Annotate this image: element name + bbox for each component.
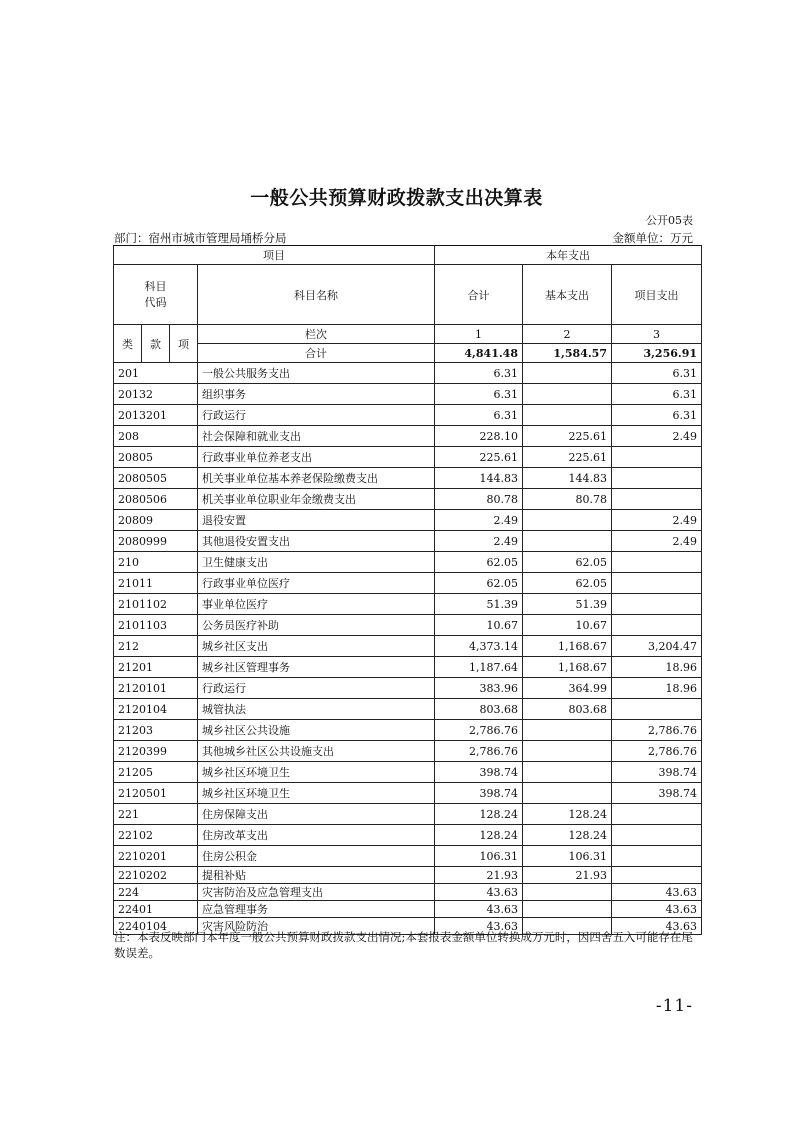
basic-value: 803.68 [523,699,612,720]
unit-label: 金额单位：万元 [612,231,693,245]
subject-name: 行政事业单位医疗 [198,573,435,594]
col3-number: 3 [612,325,702,344]
table-row [114,468,702,489]
subject-name: 事业单位医疗 [198,594,435,615]
subject-name: 一般公共服务支出 [198,363,435,384]
total-value: 2.49 [435,531,523,552]
total-value: 43.63 [435,901,523,918]
subject-name: 应急管理事务 [198,901,435,918]
project-value: 43.63 [612,901,702,918]
table-row [114,447,702,468]
project-value [612,573,702,594]
basic-value [523,531,612,552]
project-value: 6.31 [612,384,702,405]
subject-code: 2210202 [114,867,198,884]
total-value: 144.83 [435,468,523,489]
header-row-1 [114,246,702,265]
page-number: -11- [655,996,693,1016]
subject-code: 210 [114,552,198,573]
total-value: 62.05 [435,573,523,594]
total-value: 398.74 [435,783,523,804]
subject-code-line1: 科目 [144,279,167,293]
subject-name: 灾害风险防治 [198,918,435,935]
basic-value [523,384,612,405]
basic-value [523,741,612,762]
department-label: 部门：宿州市城市管理局埇桥分局 [114,231,287,245]
subject-name: 机关事业单位职业年金缴费支出 [198,489,435,510]
grand-total-value: 4,841.48 [435,344,523,363]
basic-value [523,405,612,426]
subject-code: 2120101 [114,678,198,699]
header-row-2 [114,265,702,325]
total-value: 43.63 [435,918,523,935]
grand-basic-value: 1,584.57 [523,344,612,363]
form-code: 公开05表 [646,214,693,227]
total-value: 2,786.76 [435,720,523,741]
project-value: 398.74 [612,783,702,804]
subject-code: 2013201 [114,405,198,426]
page-title: 一般公共预算财政拨款支出决算表 [250,187,543,209]
subject-code-header [114,265,198,325]
table-row [114,489,702,510]
project-value: 3,204.47 [612,636,702,657]
table-row [114,363,702,384]
subject-code: 22401 [114,901,198,918]
subject-code: 212 [114,636,198,657]
basic-value: 128.24 [523,804,612,825]
subject-name: 住房公积金 [198,846,435,867]
basic-value: 128.24 [523,825,612,846]
table-row [114,510,702,531]
subject-code-line2: 代码 [144,295,167,309]
current-year-header: 本年支出 [435,246,702,265]
table-row [114,405,702,426]
subject-name: 城管执法 [198,699,435,720]
project-value: 2.49 [612,426,702,447]
total-value: 21.93 [435,867,523,884]
subject-code: 21011 [114,573,198,594]
total-value: 2,786.76 [435,741,523,762]
total-value: 43.63 [435,884,523,901]
total-value: 4,373.14 [435,636,523,657]
basic-value: 1,168.67 [523,657,612,678]
subject-name: 行政运行 [198,405,435,426]
subject-name: 社会保障和就业支出 [198,426,435,447]
basic-value: 62.05 [523,573,612,594]
table-row [114,636,702,657]
basic-value: 144.83 [523,468,612,489]
subject-name: 公务员医疗补助 [198,615,435,636]
column-number-label: 栏次 [198,325,435,344]
table-row [114,594,702,615]
subject-code: 2120104 [114,699,198,720]
grand-total-label: 合计 [198,344,435,363]
basic-value: 51.39 [523,594,612,615]
subject-code: 224 [114,884,198,901]
basic-value: 106.31 [523,846,612,867]
total-value: 10.67 [435,615,523,636]
project-value: 18.96 [612,657,702,678]
subject-code: 2080506 [114,489,198,510]
subject-code: 2080505 [114,468,198,489]
subject-name: 其他退役安置支出 [198,531,435,552]
project-value [612,615,702,636]
total-value: 6.31 [435,405,523,426]
col2-number: 2 [523,325,612,344]
subject-name: 机关事业单位基本养老保险缴费支出 [198,468,435,489]
total-value: 106.31 [435,846,523,867]
table-row [114,783,702,804]
subject-name: 灾害防治及应急管理支出 [198,884,435,901]
basic-value: 364.99 [523,678,612,699]
basic-value [523,510,612,531]
total-value: 228.10 [435,426,523,447]
grand-total-row [114,344,702,363]
subject-code: 201 [114,363,198,384]
total-value: 803.68 [435,699,523,720]
project-value: 2.49 [612,531,702,552]
table-row [114,720,702,741]
project-value: 18.96 [612,678,702,699]
project-value [612,468,702,489]
subject-name: 城乡社区支出 [198,636,435,657]
project-value [612,846,702,867]
total-value: 62.05 [435,552,523,573]
footnote: 注：本表反映部门本年度一般公共预算财政拨款支出情况;本套报表金额单位转换成万元时，因四舍五入可能存在尾数误差。 [114,930,693,960]
project-value: 2.49 [612,510,702,531]
subject-name: 城乡社区环境卫生 [198,762,435,783]
project-value [612,825,702,846]
total-value: 80.78 [435,489,523,510]
project-exp-header: 项目支出 [612,265,702,325]
project-value [612,552,702,573]
lei-header: 类 [114,325,142,363]
table-row [114,531,702,552]
subject-code: 2120501 [114,783,198,804]
table-row [114,699,702,720]
xiang-header: 项 [170,325,198,363]
project-value: 2,786.76 [612,741,702,762]
total-value: 398.74 [435,762,523,783]
total-value: 51.39 [435,594,523,615]
basic-value: 225.61 [523,447,612,468]
subject-code: 2120399 [114,741,198,762]
subject-code: 221 [114,804,198,825]
subject-name: 组织事务 [198,384,435,405]
total-value: 128.24 [435,825,523,846]
subject-name: 行政事业单位养老支出 [198,447,435,468]
basic-value [523,363,612,384]
subject-name: 城乡社区管理事务 [198,657,435,678]
subject-code: 20805 [114,447,198,468]
col1-number: 1 [435,325,523,344]
basic-value [523,884,612,901]
budget-table [113,245,702,935]
subject-name: 行政运行 [198,678,435,699]
subject-code: 208 [114,426,198,447]
table-row [114,426,702,447]
total-value: 6.31 [435,363,523,384]
table-row [114,825,702,846]
project-header: 项目 [114,246,435,265]
table-row [114,678,702,699]
basic-value: 1,168.67 [523,636,612,657]
basic-value [523,720,612,741]
subject-name: 其他城乡社区公共设施支出 [198,741,435,762]
table-row [114,884,702,901]
project-value: 43.63 [612,884,702,901]
table-row [114,657,702,678]
total-value: 383.96 [435,678,523,699]
project-value: 6.31 [612,363,702,384]
basic-value: 10.67 [523,615,612,636]
subject-name: 卫生健康支出 [198,552,435,573]
table-row [114,846,702,867]
project-value [612,447,702,468]
subject-name: 提租补贴 [198,867,435,884]
basic-value: 225.61 [523,426,612,447]
total-value: 128.24 [435,804,523,825]
subject-name: 城乡社区环境卫生 [198,783,435,804]
project-value: 43.63 [612,918,702,935]
subject-code: 21203 [114,720,198,741]
basic-value: 62.05 [523,552,612,573]
grand-project-value: 3,256.91 [612,344,702,363]
table-row [114,573,702,594]
total-value: 225.61 [435,447,523,468]
project-value: 398.74 [612,762,702,783]
subject-code: 20809 [114,510,198,531]
subject-code: 21201 [114,657,198,678]
kuan-header: 款 [142,325,170,363]
table-row [114,901,702,918]
subject-name: 住房保障支出 [198,804,435,825]
subject-code: 20132 [114,384,198,405]
subject-name: 住房改革支出 [198,825,435,846]
total-value: 2.49 [435,510,523,531]
subject-code: 22102 [114,825,198,846]
table-row [114,741,702,762]
subject-name-header: 科目名称 [198,265,435,325]
table-row [114,867,702,884]
project-value [612,489,702,510]
project-value [612,867,702,884]
subject-code: 21205 [114,762,198,783]
subject-name: 退役安置 [198,510,435,531]
subject-name: 城乡社区公共设施 [198,720,435,741]
project-value [612,804,702,825]
basic-value [523,762,612,783]
basic-header: 基本支出 [523,265,612,325]
subject-code: 2101102 [114,594,198,615]
project-value: 2,786.76 [612,720,702,741]
table-row [114,762,702,783]
column-number-row [114,325,702,344]
basic-value: 80.78 [523,489,612,510]
project-value: 6.31 [612,405,702,426]
project-value [612,594,702,615]
subject-code: 2080999 [114,531,198,552]
total-value: 1,187.64 [435,657,523,678]
basic-value: 21.93 [523,867,612,884]
subject-code: 2210201 [114,846,198,867]
total-value: 6.31 [435,384,523,405]
project-value [612,699,702,720]
table-row [114,804,702,825]
table-row [114,615,702,636]
table-row [114,384,702,405]
subject-code: 2101103 [114,615,198,636]
table-row [114,552,702,573]
basic-value [523,901,612,918]
basic-value [523,783,612,804]
total-header: 合计 [435,265,523,325]
subject-code: 2240104 [114,918,198,935]
